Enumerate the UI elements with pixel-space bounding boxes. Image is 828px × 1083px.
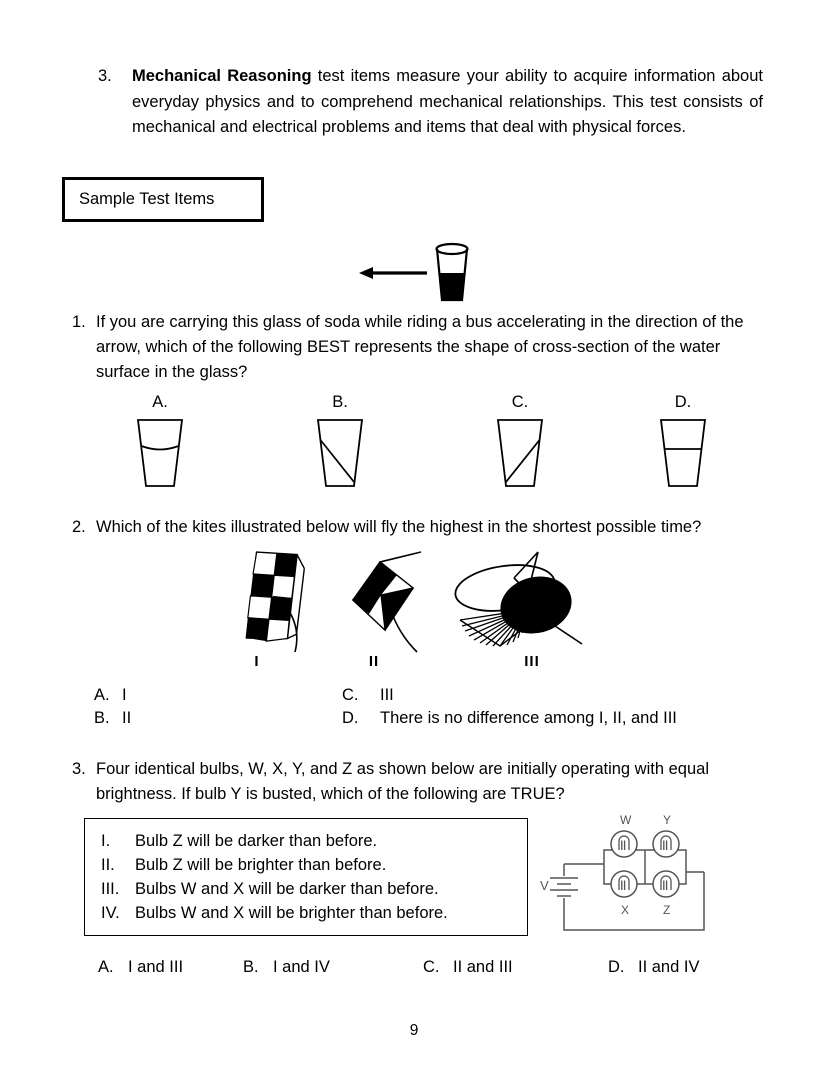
q3-answer-option-c[interactable] <box>423 958 608 977</box>
statement-iii-key: III. <box>101 880 120 898</box>
glass-horizontal-surface-icon <box>653 416 713 490</box>
option-c-glass <box>490 416 550 495</box>
q3-answer-d-key: D. <box>608 958 625 976</box>
answer-a-value: I <box>122 686 127 704</box>
box-kite-icon <box>225 548 325 658</box>
glass-diagonal-up-surface-icon <box>490 416 550 490</box>
question-3-text: Four identical bulbs, W, X, Y, and Z as shown below are initially operating with equal brightness. If bulb Y is busted, which of the following are TRUE? <box>96 760 709 803</box>
bulb-z <box>653 871 679 897</box>
bulb-x <box>611 871 637 897</box>
intro-paragraph <box>98 64 763 141</box>
q3-answer-b-key: B. <box>243 958 259 976</box>
statement-iii-value: Bulbs W and X will be darker than before. <box>135 880 439 898</box>
question-2 <box>72 515 762 540</box>
circuit-diagram <box>534 806 734 940</box>
page-number: 9 <box>409 1022 419 1039</box>
statement-i-key: I. <box>101 832 111 850</box>
answer-d-key: D. <box>342 708 359 727</box>
answer-a-key: A. <box>94 686 110 704</box>
kite-label-iii: III <box>524 653 540 670</box>
statement-iv-key: IV. <box>101 904 120 922</box>
q3-answer-a-value: I and III <box>128 958 184 976</box>
glass-diagonal-down-surface-icon <box>310 416 370 490</box>
soda-glass-svg <box>355 240 475 306</box>
option-d[interactable] <box>643 392 723 492</box>
answer-c-key: C. <box>342 686 359 704</box>
option-d-glass <box>653 416 713 495</box>
question-2-answers <box>94 684 764 729</box>
answer-option-d[interactable] <box>342 707 677 730</box>
question-2-number: 2. <box>72 518 86 536</box>
statements-box <box>84 818 528 936</box>
answer-c-value: III <box>380 686 394 704</box>
answer-d-value: There is no difference among I, II, and III <box>380 708 677 727</box>
intro-bold-lead: Mechanical Reasoning <box>132 67 312 85</box>
question-3-number: 3. <box>72 760 86 778</box>
answer-b-value: II <box>122 708 132 727</box>
bulb-w <box>611 831 637 857</box>
option-b-glass <box>310 416 370 495</box>
statement-iv <box>101 901 527 925</box>
battery-label: V <box>540 878 549 893</box>
option-a[interactable] <box>120 392 200 492</box>
option-a-label: A. <box>152 393 168 411</box>
answer-option-a[interactable] <box>94 684 342 707</box>
answer-row-1 <box>94 684 764 707</box>
intro-text <box>132 64 763 141</box>
bulb-y <box>653 831 679 857</box>
diamond-kite-icon <box>335 548 435 658</box>
question-2-text: Which of the kites illustrated below will fly the highest in the shortest possible time? <box>96 518 702 536</box>
option-a-glass <box>130 416 190 495</box>
statement-i-value: Bulb Z will be darker than before. <box>135 832 378 850</box>
battery-icon <box>550 878 578 896</box>
kite-figures <box>225 548 605 673</box>
acceleration-arrow-icon <box>359 267 427 279</box>
answer-row-2 <box>94 707 764 730</box>
option-b[interactable] <box>300 392 380 492</box>
bulb-label-z: Z <box>663 903 671 917</box>
glass-icon <box>435 244 471 303</box>
answer-option-b[interactable] <box>94 707 342 730</box>
statement-ii <box>101 853 527 877</box>
kite-figure-ii[interactable] <box>335 548 435 663</box>
q3-answer-c-key: C. <box>423 958 440 976</box>
soda-glass-illustration <box>355 240 475 306</box>
kite-figure-iii[interactable] <box>450 548 590 663</box>
question-3 <box>72 757 762 807</box>
question-1-options <box>120 392 760 492</box>
answer-b-key: B. <box>94 708 110 727</box>
q3-answer-d-value: II and IV <box>638 958 700 976</box>
intro-list-number: 3. <box>98 67 112 85</box>
kite-figure-i[interactable] <box>225 548 325 663</box>
question-3-answers <box>98 958 764 977</box>
circuit-svg <box>534 806 734 940</box>
kite-label-ii: II <box>368 653 380 670</box>
glass-curved-surface-icon <box>130 416 190 490</box>
q3-answer-option-d[interactable] <box>608 958 699 977</box>
bulb-label-w: W <box>620 813 632 827</box>
q3-answer-a-key: A. <box>98 958 114 976</box>
option-b-label: B. <box>332 393 348 411</box>
q3-answer-option-a[interactable] <box>98 958 243 977</box>
sample-test-items-box <box>62 177 264 222</box>
statement-iii <box>101 877 527 901</box>
bulb-label-x: X <box>621 903 630 917</box>
bulb-label-y: Y <box>663 813 672 827</box>
question-1 <box>72 310 762 385</box>
question-1-text: If you are carrying this glass of soda while riding a bus accelerating in the direction of the arrow, which of the following BEST represents the shape of cross-section of the water surface in the glass? <box>96 313 744 381</box>
option-c-label: C. <box>511 393 529 411</box>
option-d-label: D. <box>674 393 692 411</box>
statement-i <box>101 829 527 853</box>
q3-answer-b-value: I and IV <box>273 958 330 976</box>
question-1-number: 1. <box>72 313 86 331</box>
answer-option-c[interactable] <box>342 684 394 707</box>
q3-answer-option-b[interactable] <box>243 958 423 977</box>
intro-rest: test items measure your ability to acquire information about everyday physics and to comprehend mechanical relationships. This test consists of mechanical and electrical problems and items that deal with physical forces. <box>132 67 763 136</box>
sample-test-items-label: Sample Test Items <box>79 190 215 208</box>
option-c[interactable] <box>480 392 560 492</box>
statement-ii-value: Bulb Z will be brighter than before. <box>135 856 387 874</box>
oval-fan-kite-icon <box>450 548 590 658</box>
q3-answer-c-value: II and III <box>453 958 513 976</box>
kite-label-i: I <box>254 653 260 670</box>
statement-iv-value: Bulbs W and X will be brighter than before. <box>135 904 448 922</box>
statement-ii-key: II. <box>101 856 115 874</box>
